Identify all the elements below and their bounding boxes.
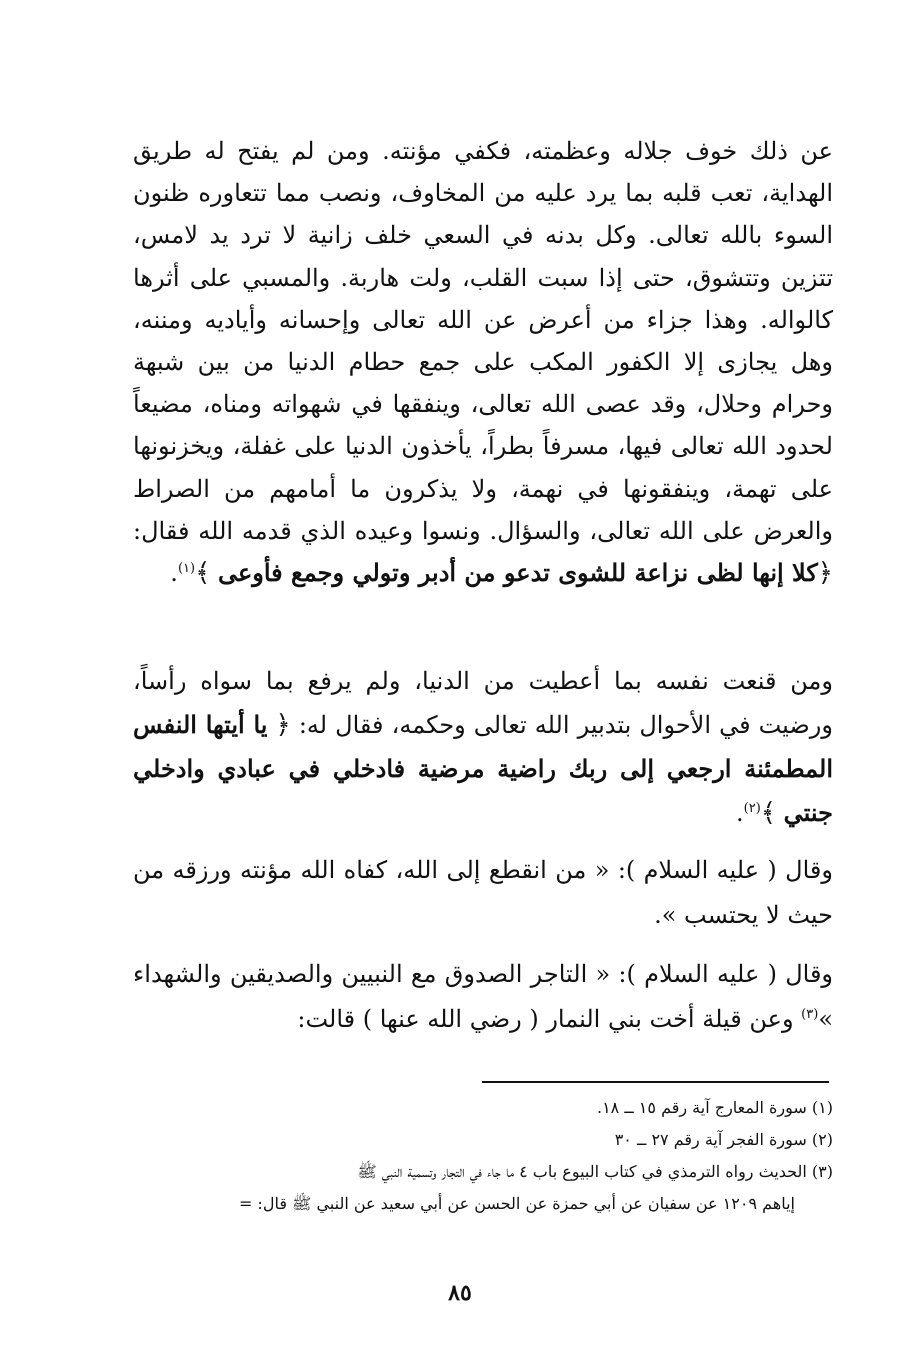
footnote-3: (٣) الحديث رواه الترمذي في كتاب البيوع باب ٤ ما جاء في التجار وتسمية النبي ﷺ bbox=[357, 1162, 833, 1181]
paragraph-2-end: . bbox=[736, 799, 744, 827]
footnote-2: (٢) سورة الفجر آية رقم ٢٧ ــ ٣٠ bbox=[614, 1130, 833, 1149]
quran-bracket-close: ﴾ bbox=[760, 798, 777, 828]
footnote-separator bbox=[482, 1081, 829, 1083]
quran-bracket-open: ﴿ bbox=[275, 710, 291, 740]
quran-verse-2: يا أيتها النفس المطمئنة ارجعي إلى ربك راضية مرضية فادخلي في عبادي وادخلي جنتي bbox=[133, 710, 833, 827]
paragraph-2 bbox=[133, 660, 833, 835]
paragraph-2-text: ومن قنعت نفسه بما أعطيت من الدنيا، ولم يرفع بما سواه رأساً، ورضيت في الأحوال بتدبير الله تعالى وحكمه، فقال له: bbox=[133, 667, 833, 739]
footnote-3-continued: إياهم ١٢٠٩ عن سفيان عن أبي حمزة عن الحسن عن أبي سعيد عن النبي ﷺ قال: = bbox=[238, 1194, 795, 1213]
paragraph-1 bbox=[133, 130, 833, 594]
quran-verse-1: كلا إنها لظى نزاعة للشوى تدعو من أدبر وتولي وجمع فأوعى bbox=[217, 558, 818, 588]
quran-bracket-close: ﴾ bbox=[195, 558, 211, 589]
paragraph-1-end: . bbox=[170, 559, 178, 588]
quran-bracket-open: ﴿ bbox=[817, 558, 833, 589]
paragraph-3 bbox=[133, 848, 833, 938]
paragraph-1-text: عن ذلك خوف جلاله وعظمته، فكفي مؤنته. ومن لم يفتح له طريق الهداية، تعب قلبه بما يرد عليه من المخاوف، ونصب مما تتعاوره ظنون السوء بالله تعالى. وكل بدنه في السعي خلف زانية لا ترد يد لامس، تتزين وتتشوق، حتى إذا سبت القلب، ولت هاربة. والمسبي على أثرها كالواله. وهذا جزاء من أعرض عن الله تعالى وإحسانه وأياديه ومننه، وهل يجازى إلا الكفور المكب على جمع حطام الدنيا من بين شبهة وحرام وحلال، وقد عصى الله تعالى، وينفقها في شهواته ومناه، مضيعاً لحدود الله تعالى فيها، مسرفاً بطراً، يأخذون الدنيا على غفلة، ويخزنونها على تهمة، وينفقونها في نهمة، ولا يذكرون ما أمامهم من الصراط والعرض على الله تعالى، والسؤال. ونسوا وعيده الذي قدمه الله فقال: bbox=[133, 137, 833, 545]
paragraph-4-end: وعن قيلة أخت بني النمار ( رضي الله عنها ) قالت: bbox=[297, 1005, 802, 1033]
paragraph-4 bbox=[133, 952, 833, 1042]
footnote-ref-2: (٢) bbox=[743, 801, 761, 816]
footnote-ref-3: (٣) bbox=[801, 1007, 819, 1022]
page-number: ٨٥ bbox=[448, 1280, 472, 1306]
paragraph-4-text: وقال ( عليه السلام ): « التاجر الصدوق مع النبيين والصديقين والشهداء » bbox=[133, 960, 833, 1033]
footnote-1: (١) سورة المعارج آية رقم ١٥ ــ ١٨. bbox=[596, 1098, 833, 1117]
footnote-ref-1: (١) bbox=[177, 561, 196, 577]
paragraph-3-text: وقال ( عليه السلام ): « من انقطع إلى الله، كفاه الله مؤنته ورزقه من حيث لا يحتسب ». bbox=[133, 856, 833, 929]
footnotes bbox=[133, 1092, 833, 1220]
